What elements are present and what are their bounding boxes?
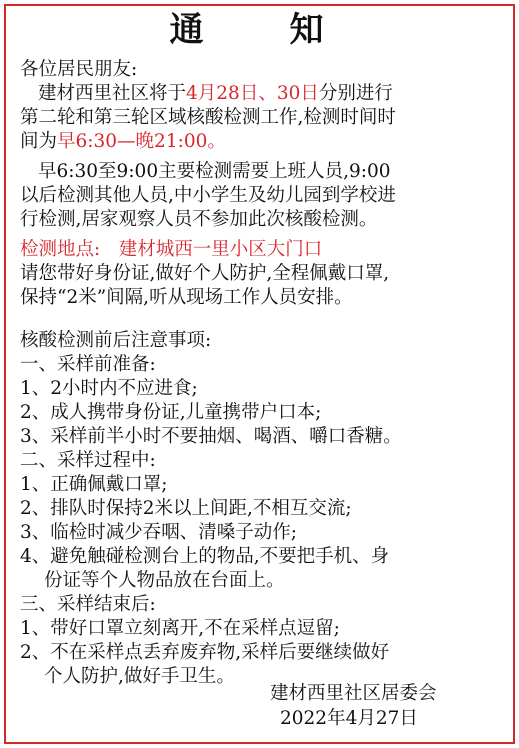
signature-date: 2022年4月27日	[280, 708, 418, 729]
note-item: 1、带好口罩立刻离开,不在采样点逗留;	[20, 618, 340, 639]
intro-line-2: 第二轮和第三轮区域核酸检测工作,检测时间时	[20, 107, 396, 128]
note-item: 1、2小时内不应进食;	[20, 378, 198, 399]
schedule-line-2: 以后检测其他人员,中小学生及幼儿园到学校进	[20, 185, 396, 206]
section-during-sampling: 二、采样过程中:	[20, 450, 156, 471]
intro-text: 分别进行	[318, 83, 393, 104]
advice-line-2: 保持“2米”间隔,听从现场工作人员安排。	[20, 287, 353, 308]
note-item: 2、成人携带身份证,儿童携带户口本;	[20, 402, 322, 423]
intro-text: 建材西里社区将于	[38, 83, 187, 104]
schedule-line-3: 行检测,居家观察人员不参加此次核酸检测。	[20, 209, 378, 230]
note-item: 2、排队时保持2米以上间距,不相互交流;	[20, 498, 352, 519]
intro-text: 间为	[20, 131, 58, 152]
test-hours: 早6:30—晚21:00。	[57, 131, 226, 152]
note-item-continued: 个人防护,做好手卫生。	[44, 666, 235, 687]
section-before-sampling: 一、采样前准备:	[20, 354, 156, 375]
advice-line-1: 请您带好身份证,做好个人防护,全程佩戴口罩,	[20, 263, 390, 284]
note-item: 1、正确佩戴口罩;	[20, 474, 168, 495]
note-item: 4、避免触碰检测台上的物品,不要把手机、身	[20, 546, 390, 567]
signature-org: 建材西里社区居委会	[270, 683, 437, 704]
greeting: 各位居民朋友:	[20, 59, 138, 80]
section-after-sampling: 三、采样结束后:	[20, 594, 156, 615]
intro-line-3	[20, 130, 226, 154]
note-item: 3、采样前半小时不要抽烟、喝酒、嚼口香糖。	[20, 426, 402, 447]
schedule-line-1: 早6:30至9:00主要检测需要上班人员,9:00	[38, 161, 391, 182]
test-location: 检测地点: 建材城西一里小区大门口	[20, 239, 323, 260]
note-item: 2、不在采样点丢弃废弃物,采样后要继续做好	[20, 642, 390, 663]
notes-heading: 核酸检测前后注意事项:	[20, 330, 212, 351]
note-item: 3、临检时减少吞咽、清嗓子动作;	[20, 522, 298, 543]
test-dates: 4月28日、30日	[186, 83, 319, 104]
note-item-continued: 份证等个人物品放在台面上。	[44, 570, 285, 591]
intro-line-1	[38, 82, 393, 106]
notice-title: 通 知	[169, 10, 350, 50]
